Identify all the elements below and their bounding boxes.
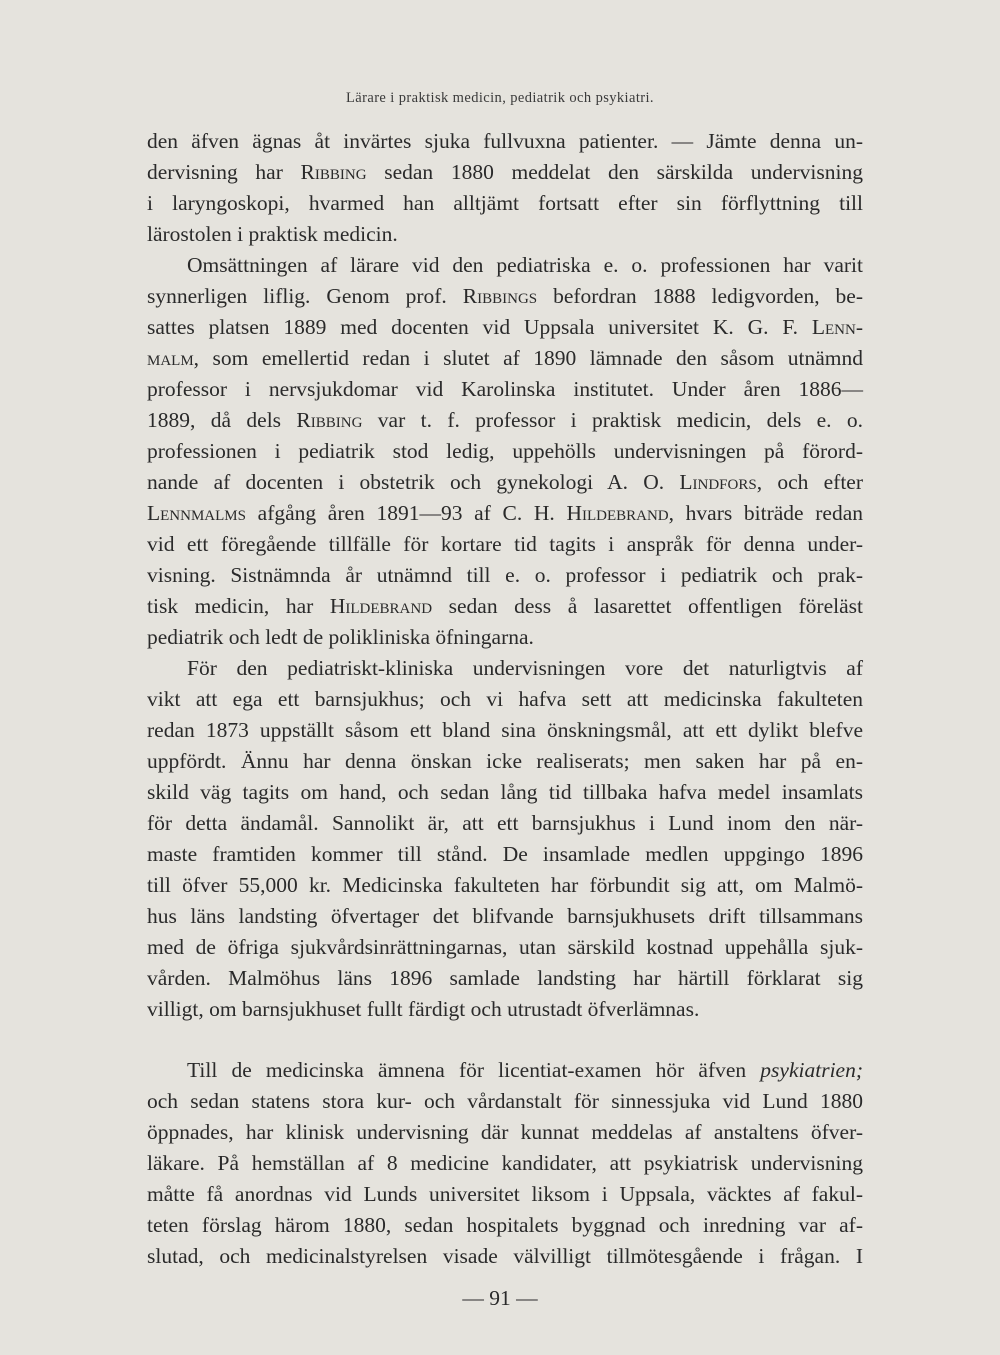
person-name: Lindfors — [679, 470, 757, 494]
page-number: — 91 — — [462, 1286, 538, 1310]
text-line-4: lärostolen i praktisk medicin. — [147, 222, 398, 246]
text-line-33: läkare. På hemställan af 8 medicine kandidater, att psykiatrisk undervisning — [147, 1151, 863, 1175]
text-line-25: till öfver 55,000 kr. Medicinska fakulteten har förbundit sig att, om Malmö- — [147, 873, 863, 897]
text-line-30: Till de medicinska ämnena för licentiat-examen hör äfven psykiatrien; — [187, 1058, 863, 1082]
text-line-8: malm, som emellertid redan i slutet af 1890 lämnade den såsom utnämnd — [147, 346, 863, 370]
text-line-7: sattes platsen 1889 med docenten vid Uppsala universitet K. G. F. Lenn- — [147, 315, 863, 339]
person-name: Hildebrand — [566, 501, 669, 525]
text-line-35: teten förslag härom 1880, sedan hospitalets byggnad och inredning var af- — [147, 1213, 863, 1237]
text-line-23: för detta ändamål. Sannolikt är, att ett barnsjukhus i Lund inom den när- — [147, 811, 863, 835]
text-line-2: dervisning har Ribbing sedan 1880 meddelat den särskilda undervisning — [147, 160, 863, 184]
text-line-6: synnerligen liflig. Genom prof. Ribbings befordran 1888 ledigvorden, be- — [147, 284, 863, 308]
text-line-22: skild väg tagits om hand, och sedan lång tid tillbaka hafva medel insamlats — [147, 780, 863, 804]
text-line-13: Lennmalms afgång åren 1891—93 af C. H. Hildebrand, hvars biträde redan — [147, 501, 863, 525]
text-line-21: uppfördt. Ännu har denna önskan icke realiserats; men saken har på en- — [147, 749, 863, 773]
text-line-19: vikt att ega ett barnsjukhus; och vi hafva sett att medicinska fakulteten — [147, 687, 863, 711]
text-line-34: måtte få anordnas vid Lunds universitet liksom i Uppsala, väcktes af fakul- — [147, 1182, 863, 1206]
text-line-14: vid ett föregående tillfälle för kortare tid tagits i anspråk för denna under- — [147, 532, 863, 556]
text-line-20: redan 1873 uppställt såsom ett bland sina önskningsmål, att ett dylikt blefve — [147, 718, 863, 742]
text-line-9: professor i nervsjukdomar vid Karolinska institutet. Under åren 1886— — [147, 377, 863, 401]
text-line-15: visning. Sistnämnda år utnämnd till e. o. professor i pediatrik och prak- — [147, 563, 863, 587]
text-line-32: öppnades, har klinisk undervisning där kunnat meddelas af anstaltens öfver- — [147, 1120, 863, 1144]
text-line-3: i laryngoskopi, hvarmed han alltjämt fortsatt efter sin förflyttning till — [147, 191, 863, 215]
emphasized-term: psykiatrien; — [760, 1058, 863, 1082]
text-line-26: hus läns landsting öfvertager det blifvande barnsjukhusets drift tillsammans — [147, 904, 863, 928]
text-line-36: slutad, och medicinalstyrelsen visade välvilligt tillmötesgående i frågan. I — [147, 1244, 863, 1268]
text-line-12: nande af docenten i obstetrik och gynekologi A. O. Lindfors, och efter — [147, 470, 863, 494]
text-line-5: Omsättningen af lärare vid den pediatriska e. o. professionen har varit — [187, 253, 863, 277]
text-line-11: professionen i pediatrik stod ledig, uppehölls undervisningen på förord- — [147, 439, 863, 463]
person-name: Lennmalms — [147, 501, 246, 525]
text-line-29: villigt, om barnsjukhuset fullt färdigt och utrustadt öfverlämnas. — [147, 997, 700, 1021]
text-line-31: och sedan statens stora kur- och vårdanstalt för sinnessjuka vid Lund 1880 — [147, 1089, 863, 1113]
person-name: Ribbing — [300, 160, 367, 184]
running-header: Lärare i praktisk medicin, pediatrik och psykiatri. — [346, 90, 654, 106]
person-name: malm — [147, 346, 194, 370]
person-name: Ribbings — [462, 284, 538, 308]
text-line-27: med de öfriga sjukvårdsinrättningarnas, utan särskild kostnad uppehålla sjuk- — [147, 935, 863, 959]
text-line-10: 1889, då dels Ribbing var t. f. professor i praktisk medicin, dels e. o. — [147, 408, 863, 432]
text-line-16: tisk medicin, har Hildebrand sedan dess å lasarettet offentligen föreläst — [147, 594, 863, 618]
text-line-1: den äfven ägnas åt invärtes sjuka fullvuxna patienter. — Jämte denna un- — [147, 129, 863, 153]
person-name: Hildebrand — [329, 594, 433, 618]
text-line-28: vården. Malmöhus läns 1896 samlade landsting har härtill förklarat sig — [147, 966, 863, 990]
text-line-24: maste framtiden kommer till stånd. De insamlade medlen uppgingo 1896 — [147, 842, 863, 866]
text-line-17: pediatrik och ledt de polikliniska öfningarna. — [147, 625, 534, 649]
text-line-18: För den pediatriskt-kliniska undervisningen vore det naturligtvis af — [187, 656, 863, 680]
person-name: Ribbing — [296, 408, 363, 432]
person-name: Lenn- — [811, 315, 863, 339]
